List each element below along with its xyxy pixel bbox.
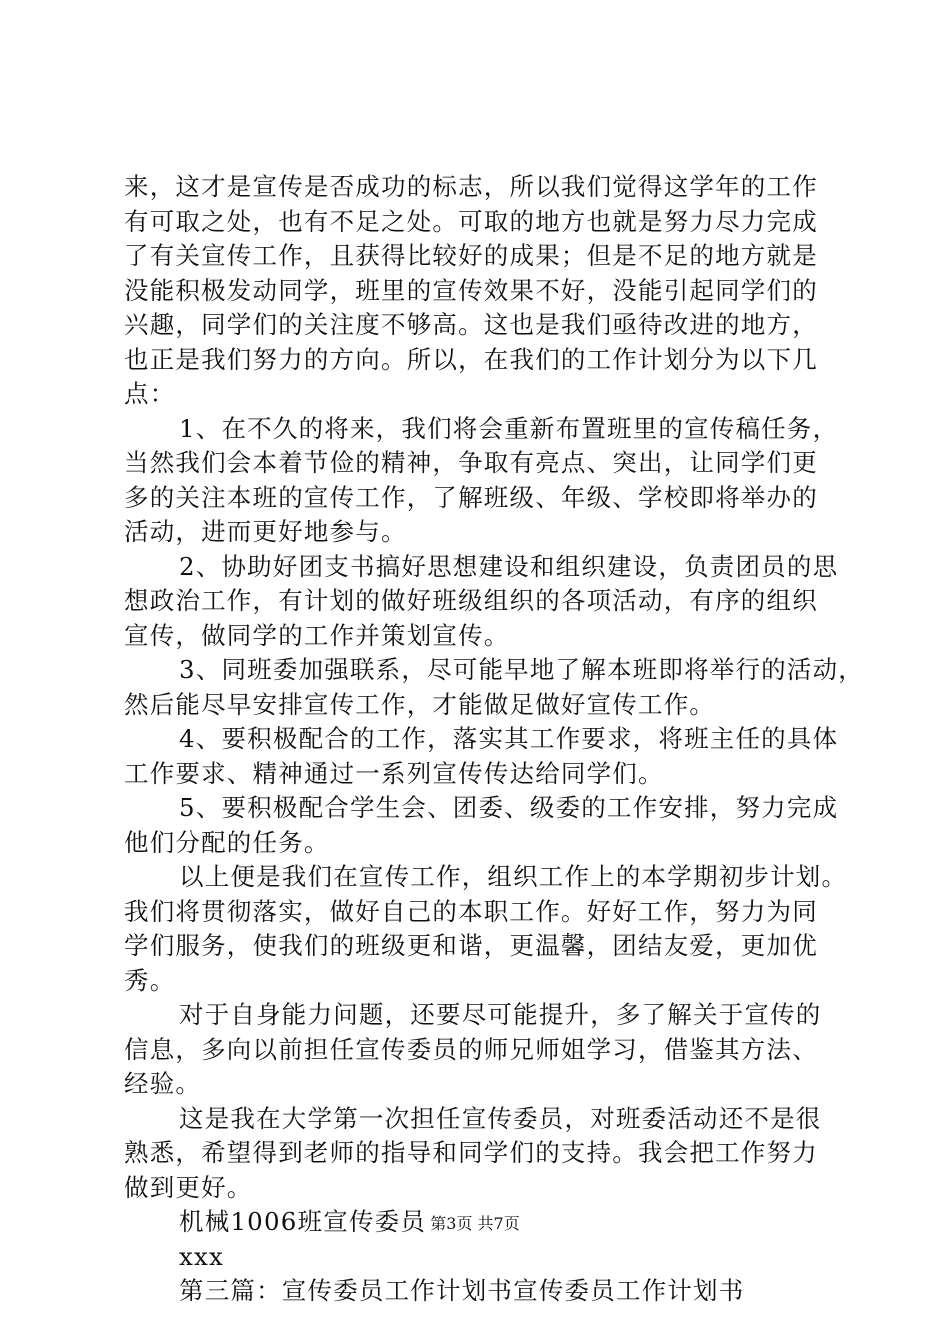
text-line: 想政治工作，有计划的做好班级组织的各项活动，有序的组织 bbox=[124, 586, 818, 615]
text-line: 有可取之处，也有不足之处。可取的地方也就是努力尽力完成 bbox=[124, 206, 818, 236]
text-line: 秀。 bbox=[124, 965, 176, 995]
text-line: 对于自身能力问题，还要尽可能提升，多了解关于宣传的 bbox=[179, 1000, 822, 1029]
text-line: 宣传，做同学的工作并策划宣传。 bbox=[124, 620, 510, 650]
text-line: 信息，多向以前担任宣传委员的师兄师姐学习，借鉴其方法、 bbox=[124, 1034, 818, 1064]
document-body bbox=[124, 170, 864, 1309]
text-line: 4、要积极配合的工作，落实其工作要求，将班主任的具体 bbox=[179, 724, 839, 753]
text-line: 熟悉，希望得到老师的指导和同学们的支持。我会把工作努力 bbox=[124, 1138, 818, 1167]
page-footer: 第3页 共7页 bbox=[430, 1214, 520, 1233]
text-line: 做到更好。 bbox=[124, 1172, 253, 1202]
text-line: 也正是我们努力的方向。所以，在我们的工作计划分为以下几 bbox=[124, 344, 818, 374]
text-line: 第三篇：宣传委员工作计划书宣传委员工作计划书 bbox=[179, 1276, 745, 1305]
text-line: 以上便是我们在宣传工作，组织工作上的本学期初步计划。 bbox=[179, 862, 848, 891]
text-line: 活动，进而更好地参与。 bbox=[124, 517, 407, 546]
text-line: 机械1006班宣传委员 bbox=[179, 1207, 427, 1236]
text-line: 来，这才是宣传是否成功的标志，所以我们觉得这学年的工作 bbox=[124, 172, 818, 201]
text-line: 学们服务，使我们的班级更和谐，更温馨，团结友爱，更加优 bbox=[124, 931, 818, 960]
text-line: 多的关注本班的宣传工作，了解班级、年级、学校即将举办的 bbox=[124, 482, 818, 512]
text-line: 工作要求、精神通过一系列宣传传达给同学们。 bbox=[124, 758, 664, 788]
text-line: 我们将贯彻落实，做好自己的本职工作。好好工作，努力为同 bbox=[124, 896, 818, 926]
text-line: 点： bbox=[124, 379, 176, 408]
text-line: 经验。 bbox=[124, 1069, 202, 1098]
text-line: 3、同班委加强联系，尽可能早地了解本班即将举行的活动， bbox=[179, 655, 864, 684]
text-line: 兴趣，同学们的关注度不够高。这也是我们亟待改进的地方， bbox=[124, 310, 818, 339]
text-line: 1、在不久的将来，我们将会重新布置班里的宣传稿任务， bbox=[179, 413, 839, 443]
text-line: 然后能尽早安排宣传工作，才能做足做好宣传工作。 bbox=[124, 689, 716, 719]
text-line: 了有关宣传工作，且获得比较好的成果；但是不足的地方就是 bbox=[124, 241, 818, 270]
text-line: xxx bbox=[179, 1241, 225, 1271]
text-line: 当然我们会本着节俭的精神，争取有亮点、突出，让同学们更 bbox=[124, 448, 818, 477]
text-line: 这是我在大学第一次担任宣传委员，对班委活动还不是很 bbox=[179, 1103, 822, 1133]
text-line: 2、协助好团支书搞好思想建设和组织建设，负责团员的思 bbox=[179, 551, 839, 581]
text-line: 没能积极发动同学，班里的宣传效果不好，没能引起同学们的 bbox=[124, 275, 818, 305]
text-line: 5、要积极配合学生会、团委、级委的工作安排，努力完成 bbox=[179, 793, 839, 822]
text-line: 他们分配的任务。 bbox=[124, 827, 330, 857]
